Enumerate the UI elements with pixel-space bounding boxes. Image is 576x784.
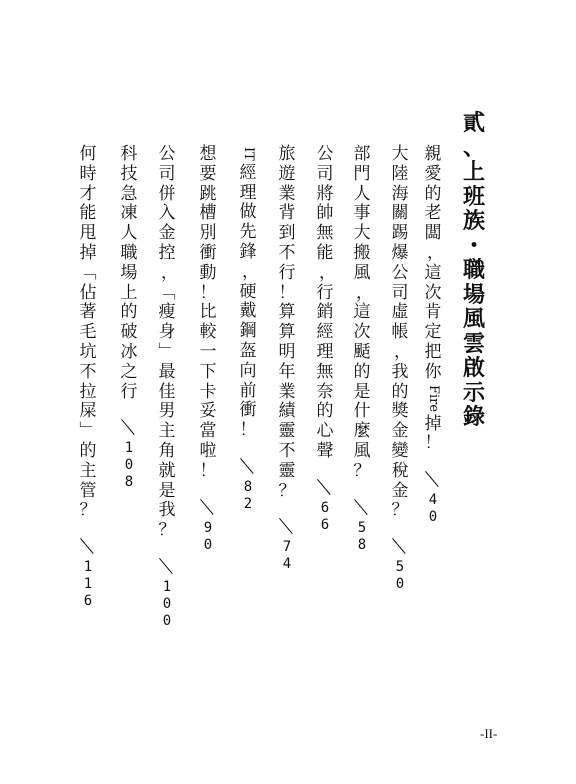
toc-page-number: 8 2 — [244, 455, 252, 513]
toc-heading: 貳 、 上 班 族 ・ 職 場 風 雲 啟 示 錄 — [462, 111, 485, 430]
toc-entry[interactable] — [352, 145, 372, 554]
toc-page-number: 1 1 6 — [84, 535, 92, 610]
toc-entry[interactable] — [390, 145, 410, 593]
toc-entry-title: 部 門 人 事 大 搬 風 ， 這 次 颳 的 是 什 麼 風 ？ — [353, 144, 373, 481]
toc-page-number: 6 6 — [321, 476, 329, 534]
toc-entry-title: 公 司 併 入 金 控 ， ﹁ 瘦 身 ﹂ 最 佳 男 主 角 就 是 我 ？ — [158, 144, 178, 541]
page-footer: -II- — [480, 726, 498, 741]
toc-entry[interactable] — [157, 145, 177, 630]
toc-entry-title: 科 技 急 凍 人 職 場 上 的 破 冰 之 行 — [120, 144, 138, 402]
toc-entry-title: 親 愛 的 老 闆 ， 這 次 肯 定 把 你 Fire 掉 ！ — [424, 144, 444, 454]
toc-page-number: 7 4 — [283, 515, 291, 573]
toc-page-number: 9 0 — [204, 496, 212, 554]
toc-entry-title: IT 經 理 做 先 鋒 ， 硬 戴 鋼 盔 向 前 衝 ！ — [239, 147, 259, 441]
toc-page-number: 4 0 — [429, 468, 437, 526]
toc-entry[interactable] — [198, 145, 218, 554]
toc-entry-title: 想 要 跳 槽 別 衝 動 ！ 比 較 一 下 卡 妥 當 啦 ！ — [199, 144, 217, 481]
toc-entry[interactable] — [238, 145, 258, 513]
toc-entry[interactable] — [78, 145, 98, 610]
toc-entry[interactable] — [315, 145, 335, 534]
toc-entry-title: 大 陸 海 關 踢 爆 公 司 虛 帳 ， 我 的 獎 金 變 稅 金 ？ — [391, 144, 411, 521]
toc-page-number: 5 8 — [358, 496, 366, 554]
toc-entry-title: 公 司 將 帥 無 能 ， 行 銷 經 理 無 奈 的 心 聲 — [316, 144, 336, 461]
toc-entry-title: 何 時 才 能 甩 掉 ﹁ 佔 著 毛 坑 不 拉 屎 ﹂ 的 主 管 ？ — [79, 144, 97, 521]
toc-entry[interactable] — [277, 145, 297, 573]
toc-page-number: 1 0 0 — [163, 555, 171, 630]
toc-entry[interactable] — [423, 145, 443, 526]
toc-entry[interactable] — [119, 145, 139, 491]
toc-entry-title: 旅 遊 業 背 到 不 行 ！ 算 算 明 年 業 績 靈 不 靈 ？ — [278, 144, 296, 501]
toc-page-number: 1 0 8 — [125, 416, 133, 491]
toc-page-number: 5 0 — [396, 535, 404, 593]
